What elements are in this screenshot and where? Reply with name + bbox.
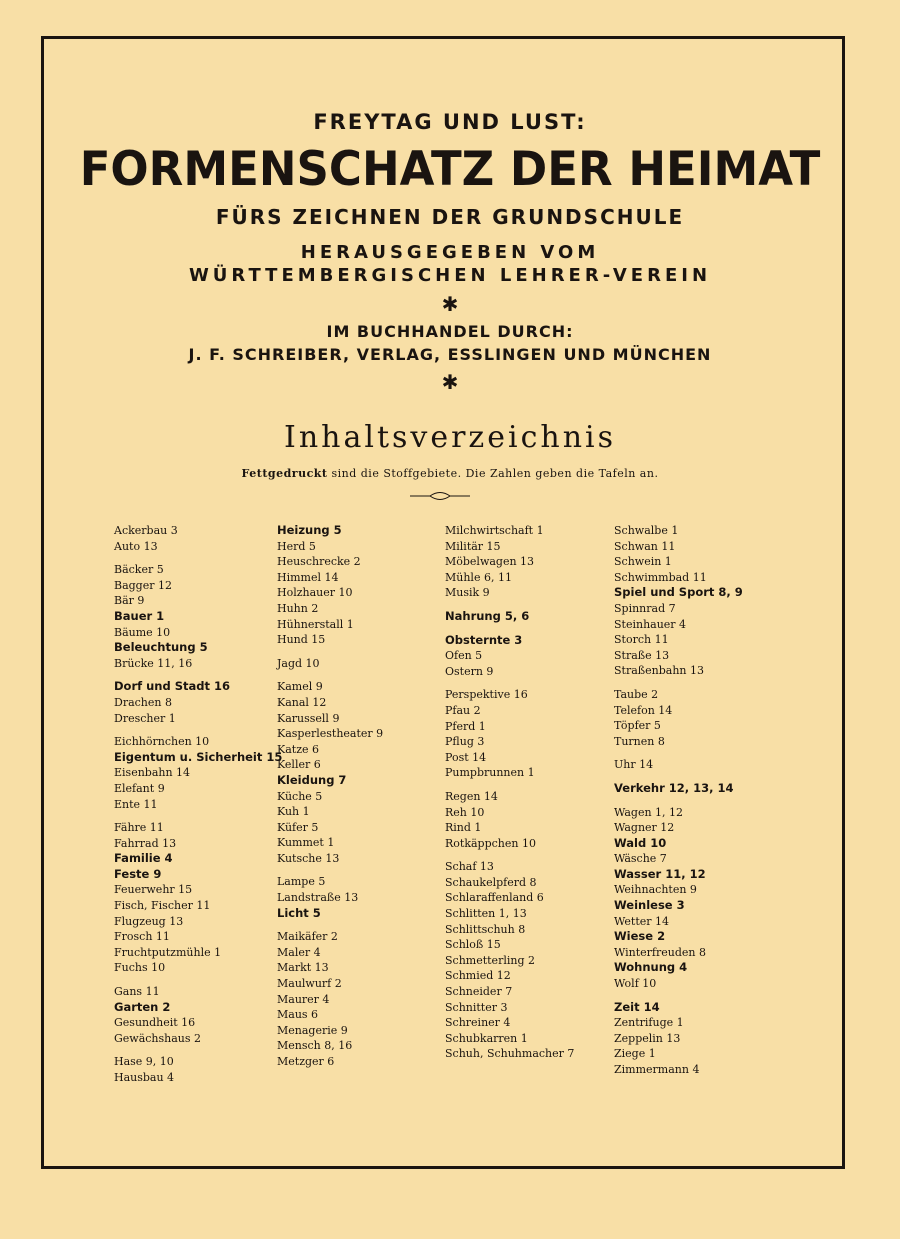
index-entry: Ostern 9 bbox=[445, 664, 494, 678]
index-entry-topic: Familie 4 bbox=[114, 851, 173, 866]
toc-note-text: sind die Stoffgebiete. Die Zahlen geben die Tafeln an. bbox=[331, 467, 659, 480]
index-entry: Kanal 12 bbox=[277, 695, 327, 709]
index-spacer bbox=[277, 648, 452, 656]
index-spacer bbox=[614, 749, 789, 757]
index-entry: Taube 2 bbox=[614, 687, 659, 701]
index-entry-topic: Licht 5 bbox=[277, 905, 321, 920]
index-entry: Gewächshaus 2 bbox=[114, 1031, 202, 1045]
index-entry: Reh 10 bbox=[445, 805, 485, 819]
index-entry: Wagen 1, 12 bbox=[614, 805, 684, 819]
index-entry: Pfau 2 bbox=[445, 703, 481, 717]
index-entry: Himmel 14 bbox=[277, 570, 339, 584]
index-spacer bbox=[614, 992, 789, 1000]
toc-note bbox=[0, 467, 900, 480]
index-spacer bbox=[614, 679, 789, 687]
index-entry: Perspektive 16 bbox=[445, 688, 528, 702]
index-spacer bbox=[114, 976, 289, 984]
index-entry: Auto 13 bbox=[114, 539, 158, 553]
index-entry: Uhr 14 bbox=[614, 758, 654, 772]
toc-note-bold: Fettgedruckt bbox=[241, 467, 328, 480]
index-spacer bbox=[614, 797, 789, 805]
index-spacer bbox=[114, 726, 289, 734]
index-entry: Brücke 11, 16 bbox=[114, 656, 193, 670]
index-entry: Katze 6 bbox=[277, 742, 319, 756]
index-entry: Huhn 2 bbox=[277, 601, 319, 615]
index-entry-topic: Wasser 11, 12 bbox=[614, 866, 706, 881]
index-entry: Ackerbau 3 bbox=[114, 524, 178, 537]
index-entry-topic: Beleuchtung 5 bbox=[114, 640, 208, 655]
index-entry-topic: Weinlese 3 bbox=[614, 898, 685, 913]
index-entry: Maulwurf 2 bbox=[277, 977, 342, 991]
index-entry: Kasperlestheater 9 bbox=[277, 727, 384, 741]
index-entry: Schloß 15 bbox=[445, 938, 501, 952]
index-entry: Wagner 12 bbox=[614, 821, 675, 835]
index-entry: Lampe 5 bbox=[277, 875, 326, 889]
index-entry: Gans 11 bbox=[114, 985, 160, 999]
index-entry: Karussell 9 bbox=[277, 711, 340, 725]
index-entry: Maler 4 bbox=[277, 945, 321, 959]
index-entry: Feuerwehr 15 bbox=[114, 883, 193, 897]
index-entry: Schubkarren 1 bbox=[445, 1031, 528, 1045]
index-spacer bbox=[114, 812, 289, 820]
index-entry-topic: Obsternte 3 bbox=[445, 632, 523, 647]
index-entry: Schneider 7 bbox=[445, 985, 513, 999]
index-entry: Schaf 13 bbox=[445, 860, 494, 874]
index-entry-topic: Wald 10 bbox=[614, 835, 667, 850]
index-entry: Jagd 10 bbox=[277, 656, 320, 670]
index-entry: Ente 11 bbox=[114, 797, 158, 811]
index-entry: Zeppelin 13 bbox=[614, 1031, 681, 1045]
index-spacer bbox=[114, 554, 289, 562]
index-entry: Hund 15 bbox=[277, 633, 326, 647]
index-entry-topic: Bauer 1 bbox=[114, 608, 165, 623]
index-spacer bbox=[114, 671, 289, 679]
index-spacer bbox=[445, 781, 620, 789]
index-spacer bbox=[614, 773, 789, 781]
index-entry: Fähre 11 bbox=[114, 821, 164, 835]
index-entry: Kamel 9 bbox=[277, 680, 323, 694]
index-entry: Schmied 12 bbox=[445, 969, 511, 983]
index-entry: Fahrrad 13 bbox=[114, 836, 177, 850]
index-entry: Spinnrad 7 bbox=[614, 601, 676, 615]
index-spacer bbox=[445, 625, 620, 633]
index-entry-topic: Kleidung 7 bbox=[277, 772, 347, 787]
index-entry: Schwan 11 bbox=[614, 539, 676, 553]
index-entry: Landstraße 13 bbox=[277, 891, 359, 905]
index-entry: Schwalbe 1 bbox=[614, 524, 679, 537]
index-entry: Zentrifuge 1 bbox=[614, 1016, 684, 1030]
index-entry: Pflug 3 bbox=[445, 735, 485, 749]
index-entry-topic: Feste 9 bbox=[114, 866, 162, 881]
index-spacer bbox=[445, 851, 620, 859]
index-entry: Möbelwagen 13 bbox=[445, 555, 535, 569]
index-entry-topic: Spiel und Sport 8, 9 bbox=[614, 585, 743, 600]
index-entry: Mühle 6, 11 bbox=[445, 570, 512, 584]
toc-heading: Inhaltsverzeichnis bbox=[283, 420, 617, 455]
index-entry: Menagerie 9 bbox=[277, 1023, 348, 1037]
index-entry: Maus 6 bbox=[277, 1008, 319, 1022]
star-ornament-icon: ✱ bbox=[441, 292, 459, 316]
index-entry: Gesundheit 16 bbox=[114, 1016, 196, 1030]
index-entry: Zimmermann 4 bbox=[614, 1063, 700, 1076]
index-entry: Wäsche 7 bbox=[614, 852, 667, 866]
index-entry: Rind 1 bbox=[445, 821, 482, 835]
index-entry: Pumpbrunnen 1 bbox=[445, 766, 535, 780]
index-entry: Drescher 1 bbox=[114, 711, 176, 725]
index-entry: Fruchtputzmühle 1 bbox=[114, 945, 222, 959]
star-ornament-icon: ✱ bbox=[441, 370, 459, 394]
index-column-4 bbox=[614, 523, 789, 1078]
index-entry: Schmetterling 2 bbox=[445, 953, 535, 967]
index-entry: Eisenbahn 14 bbox=[114, 766, 191, 780]
index-entry-topic: Eigentum u. Sicherheit 15 bbox=[114, 749, 283, 764]
index-entry: Kuh 1 bbox=[277, 805, 310, 819]
index-entry: Pferd 1 bbox=[445, 719, 486, 733]
index-entry: Töpfer 5 bbox=[614, 719, 661, 733]
index-entry: Fisch, Fischer 11 bbox=[114, 899, 211, 913]
index-entry: Schaukelpferd 8 bbox=[445, 875, 537, 889]
index-entry: Fuchs 10 bbox=[114, 961, 166, 975]
index-entry: Steinhauer 4 bbox=[614, 617, 687, 631]
index-entry: Weihnachten 9 bbox=[614, 883, 697, 897]
index-entry: Flugzeug 13 bbox=[114, 914, 184, 928]
index-entry: Kummet 1 bbox=[277, 836, 335, 850]
index-entry: Straßenbahn 13 bbox=[614, 664, 704, 678]
index-spacer bbox=[445, 601, 620, 609]
index-entry: Holzhauer 10 bbox=[277, 586, 353, 600]
index-entry: Schuh, Schuhmacher 7 bbox=[445, 1047, 575, 1061]
index-entry: Militär 15 bbox=[445, 539, 501, 553]
index-entry: Milchwirtschaft 1 bbox=[445, 524, 544, 537]
index-entry: Keller 6 bbox=[277, 758, 321, 772]
index-entry-topic: Dorf und Stadt 16 bbox=[114, 679, 231, 694]
book-title: FORMENSCHATZ DER HEIMAT bbox=[79, 140, 821, 197]
index-entry-topic: Heizung 5 bbox=[277, 523, 342, 537]
index-entry: Kutsche 13 bbox=[277, 851, 340, 865]
index-entry: Wolf 10 bbox=[614, 977, 657, 991]
index-entry: Küche 5 bbox=[277, 789, 323, 803]
index-entry: Telefon 14 bbox=[614, 703, 673, 717]
index-entry: Rotkäppchen 10 bbox=[445, 836, 536, 850]
index-entry: Wetter 14 bbox=[614, 914, 670, 928]
index-entry: Bagger 12 bbox=[114, 578, 172, 592]
index-entry: Eichhörnchen 10 bbox=[114, 735, 210, 749]
index-entry: Schreiner 4 bbox=[445, 1016, 511, 1030]
index-column-2 bbox=[277, 523, 452, 1070]
index-spacer bbox=[445, 679, 620, 687]
authors-line: FREYTAG UND LUST: bbox=[313, 110, 587, 134]
index-entry: Markt 13 bbox=[277, 961, 329, 975]
index-entry: Maikäfer 2 bbox=[277, 930, 338, 944]
index-entry: Schwimmbad 11 bbox=[614, 570, 707, 584]
index-entry: Drachen 8 bbox=[114, 695, 172, 709]
index-entry-topic: Verkehr 12, 13, 14 bbox=[614, 780, 734, 795]
index-entry: Hühnerstall 1 bbox=[277, 617, 354, 631]
index-entry: Schlitten 1, 13 bbox=[445, 907, 527, 921]
index-entry: Bäcker 5 bbox=[114, 563, 164, 577]
index-entry-topic: Nahrung 5, 6 bbox=[445, 608, 530, 623]
index-entry: Schwein 1 bbox=[614, 555, 672, 569]
index-entry: Mensch 8, 16 bbox=[277, 1039, 353, 1053]
index-entry: Bär 9 bbox=[114, 594, 145, 608]
index-entry: Metzger 6 bbox=[277, 1055, 335, 1068]
index-entry: Post 14 bbox=[445, 750, 487, 764]
index-entry-topic: Garten 2 bbox=[114, 999, 171, 1014]
index-entry: Heuschrecke 2 bbox=[277, 555, 361, 569]
index-spacer bbox=[114, 1046, 289, 1054]
sale-line-1: IM BUCHHANDEL DURCH: bbox=[326, 322, 574, 341]
index-entry: Musik 9 bbox=[445, 586, 490, 600]
index-entry-topic: Wohnung 4 bbox=[614, 960, 688, 975]
index-entry: Turnen 8 bbox=[614, 734, 665, 748]
index-entry: Herd 5 bbox=[277, 539, 316, 553]
publisher-line-2: WÜRTTEMBERGISCHEN LEHRER-VEREIN bbox=[188, 265, 712, 286]
index-entry: Straße 13 bbox=[614, 648, 670, 662]
index-entry: Winterfreuden 8 bbox=[614, 945, 706, 959]
publisher-line-1: HERAUSGEGEBEN VOM bbox=[300, 242, 600, 263]
book-subtitle: FÜRS ZEICHNEN DER GRUNDSCHULE bbox=[215, 205, 685, 229]
index-entry: Ofen 5 bbox=[445, 649, 483, 663]
index-column-3 bbox=[445, 523, 620, 1062]
index-entry-topic: Zeit 14 bbox=[614, 999, 660, 1014]
index-entry: Schnitter 3 bbox=[445, 1000, 508, 1014]
index-entry: Ziege 1 bbox=[614, 1047, 656, 1061]
index-spacer bbox=[277, 866, 452, 874]
index-entry-topic: Wiese 2 bbox=[614, 929, 666, 944]
index-entry: Bäume 10 bbox=[114, 625, 171, 639]
index-entry: Storch 11 bbox=[614, 633, 669, 647]
index-entry: Maurer 4 bbox=[277, 992, 330, 1006]
index-entry: Elefant 9 bbox=[114, 781, 165, 795]
index-entry: Hausbau 4 bbox=[114, 1071, 175, 1084]
sale-line-2: J. F. SCHREIBER, VERLAG, ESSLINGEN UND MÜNCHEN bbox=[188, 345, 712, 364]
index-entry: Frosch 11 bbox=[114, 930, 170, 944]
index-entry: Schlittschuh 8 bbox=[445, 922, 526, 936]
index-entry: Hase 9, 10 bbox=[114, 1055, 174, 1069]
index-spacer bbox=[277, 921, 452, 929]
index-entry: Schlaraffenland 6 bbox=[445, 891, 544, 905]
index-entry: Regen 14 bbox=[445, 789, 498, 803]
index-column-1 bbox=[114, 523, 289, 1086]
index-spacer bbox=[277, 671, 452, 679]
divider-ornament-icon bbox=[410, 489, 470, 503]
index-entry: Küfer 5 bbox=[277, 820, 319, 834]
